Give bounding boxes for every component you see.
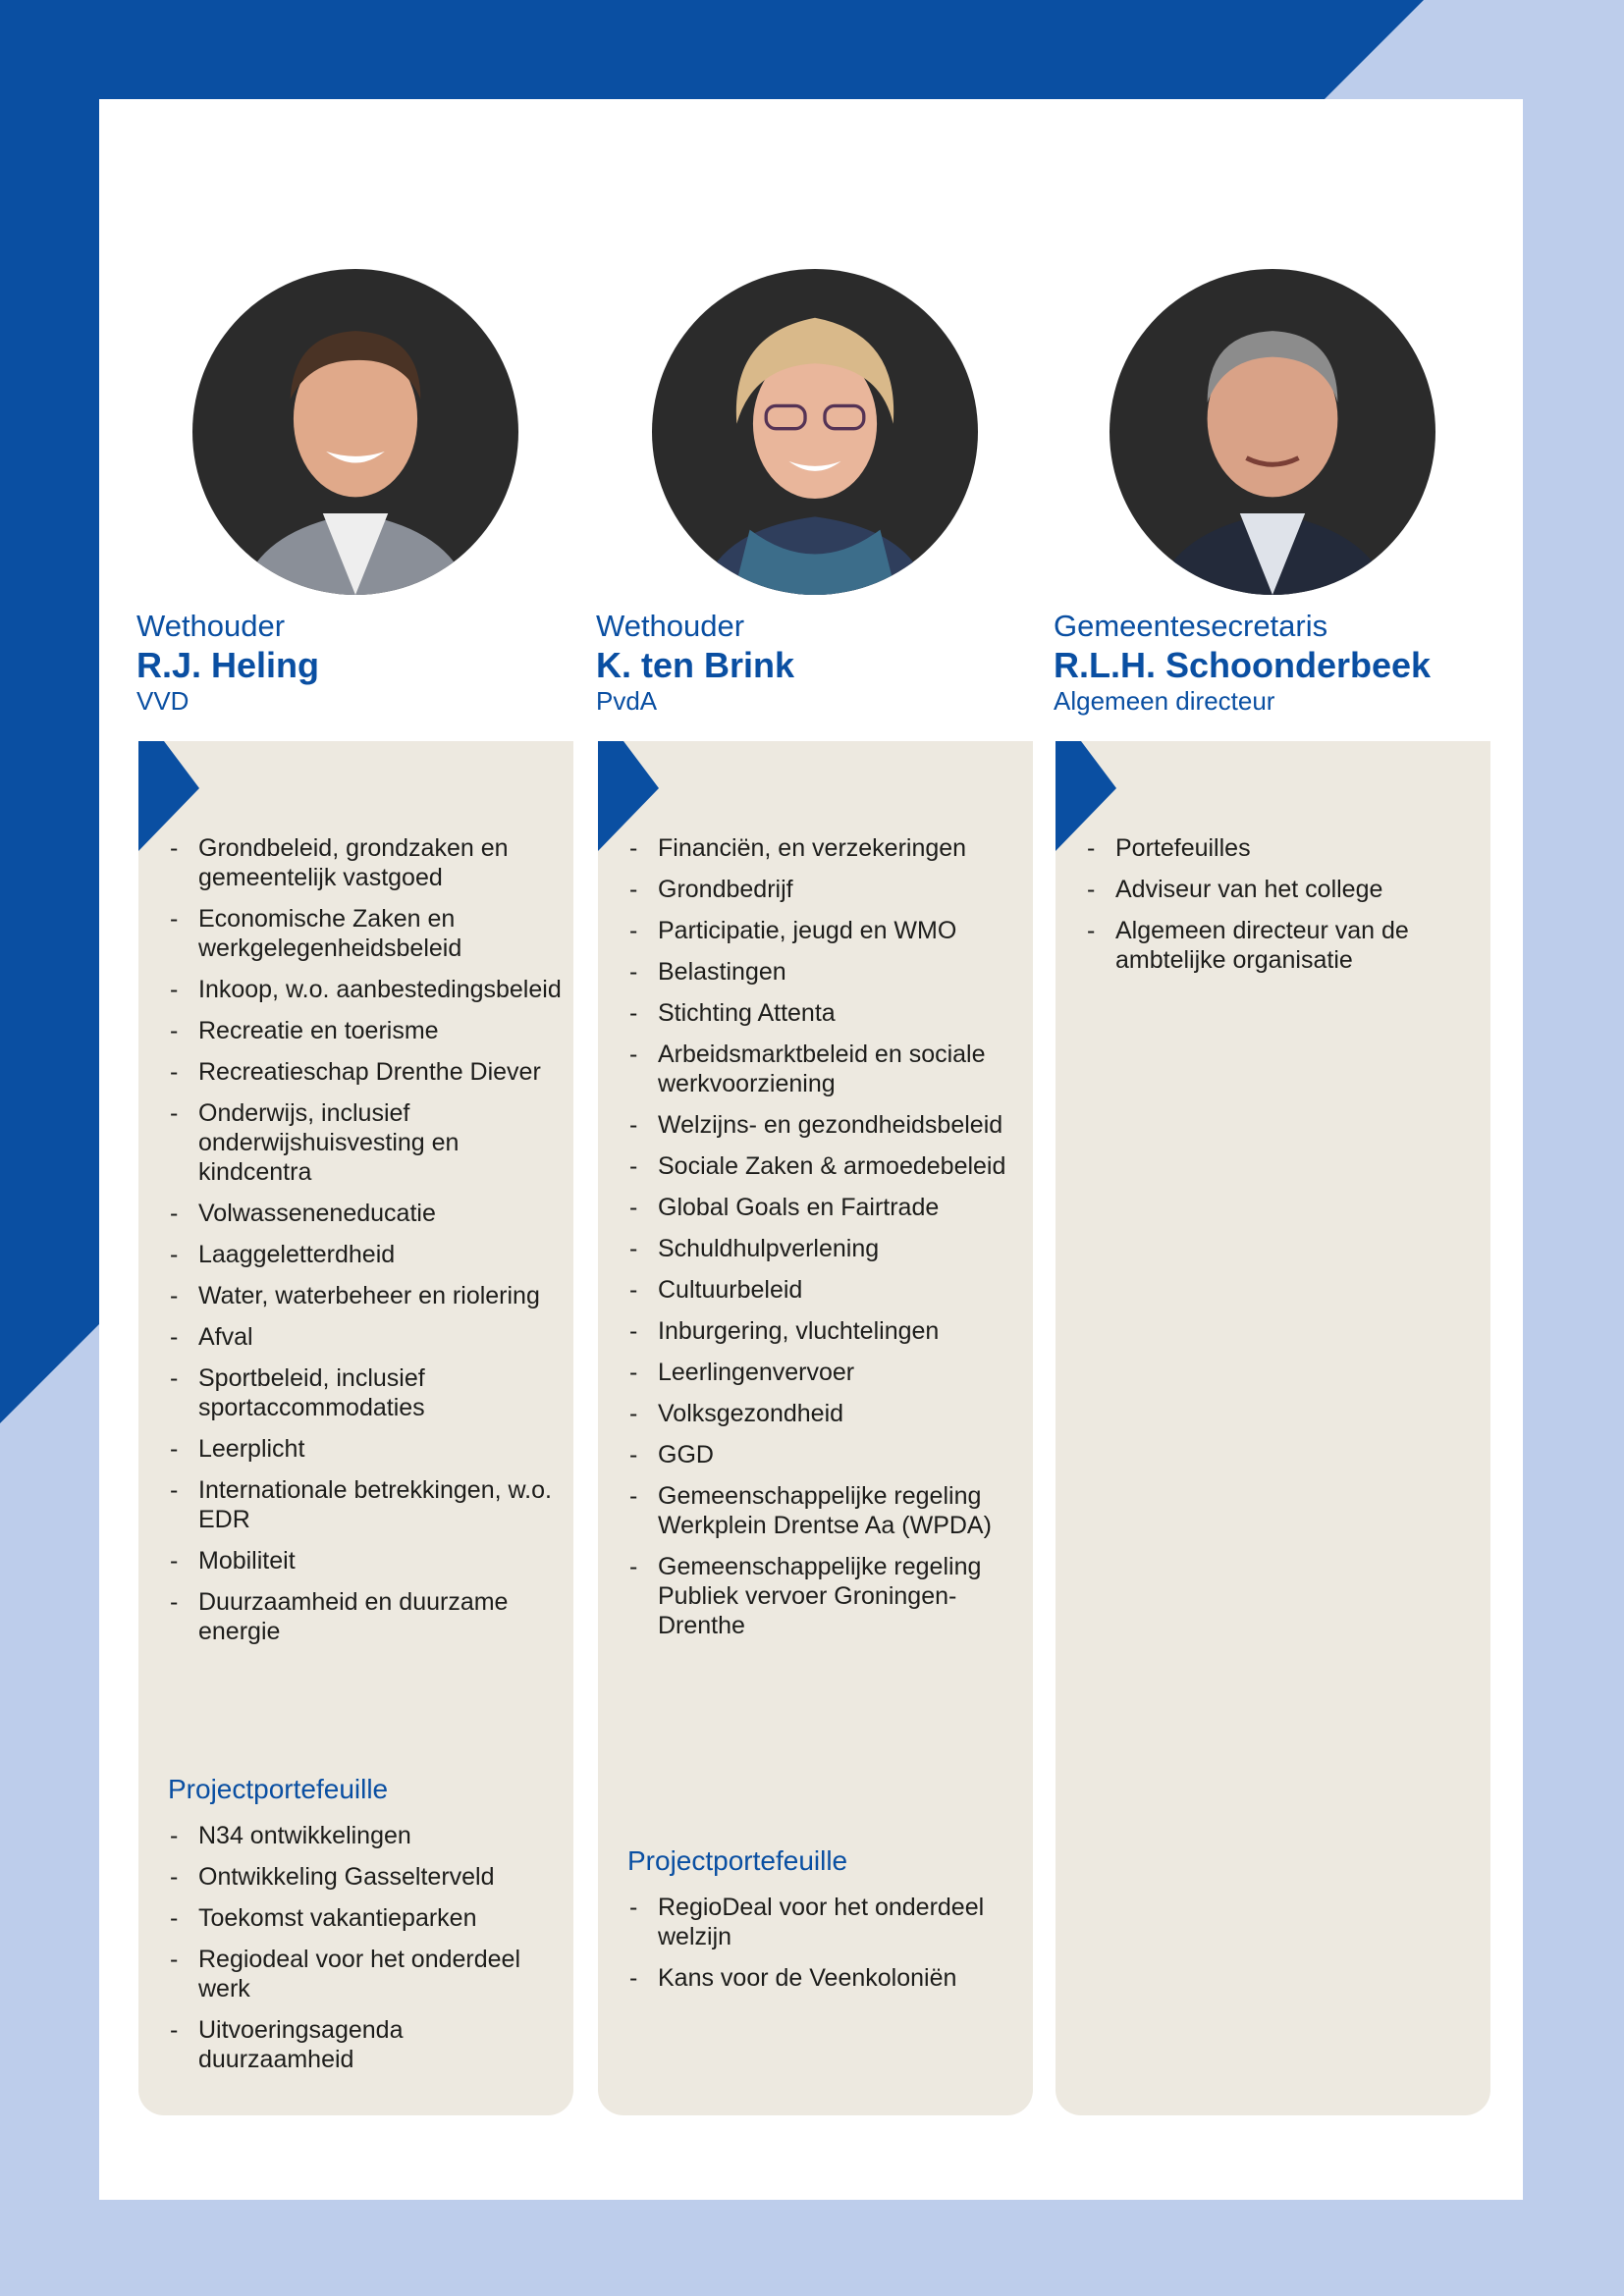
- list-item: - Duurzaamheid en duurzame energie: [170, 1587, 563, 1646]
- list-item: - N34 ontwikkelingen: [170, 1821, 563, 1850]
- list-item: - Welzijns- en gezondheidsbeleid: [629, 1110, 1022, 1140]
- list-item: - Schuldhulpverlening: [629, 1234, 1022, 1263]
- role-label: Wethouder: [596, 609, 745, 643]
- person-name: R.J. Heling: [136, 645, 320, 685]
- list-item: - Recreatieschap Drenthe Diever: [170, 1057, 563, 1087]
- portfolio-card: [138, 741, 573, 2115]
- list-item: - Uitvoeringsagenda duurzaamheid: [170, 2015, 563, 2074]
- list-item: - Financiën, en verzekeringen: [629, 833, 1022, 863]
- list-item: - Global Goals en Fairtrade: [629, 1193, 1022, 1222]
- list-item: - Afval: [170, 1322, 563, 1352]
- list-item: - Gemeenschappelijke regeling Publiek vervoer Groningen- Drenthe: [629, 1552, 1022, 1640]
- portfolio-list: [170, 833, 563, 1658]
- list-item: - Sociale Zaken & armoedebeleid: [629, 1151, 1022, 1181]
- list-item: - Leerplicht: [170, 1434, 563, 1464]
- list-item: - Laaggeletterdheid: [170, 1240, 563, 1269]
- list-item: - Adviseur van het college: [1087, 875, 1480, 904]
- list-item: - Volwasseneneducatie: [170, 1199, 563, 1228]
- list-item: - Stichting Attenta: [629, 998, 1022, 1028]
- list-item: - Arbeidsmarktbeleid en sociale werkvoorziening: [629, 1040, 1022, 1098]
- role-label: Wethouder: [136, 609, 286, 643]
- party-label: VVD: [136, 686, 189, 716]
- list-item: - Ontwikkeling Gasselterveld: [170, 1862, 563, 1892]
- list-item: - Gemeenschappelijke regeling Werkplein Drentse Aa (WPDA): [629, 1481, 1022, 1540]
- project-portfolio-heading: Projectportefeuille: [168, 1774, 389, 1804]
- list-item: - GGD: [629, 1440, 1022, 1469]
- portfolio-card: [1056, 741, 1490, 2115]
- list-item: - Participatie, jeugd en WMO: [629, 916, 1022, 945]
- list-item: - Sportbeleid, inclusief sportaccommodaties: [170, 1363, 563, 1422]
- list-item: - Regiodeal voor het onderdeel werk: [170, 1945, 563, 2003]
- list-item: - Grondbedrijf: [629, 875, 1022, 904]
- list-item: - Inkoop, w.o. aanbestedingsbeleid: [170, 975, 563, 1004]
- portfolio-list: [629, 833, 1022, 1652]
- list-item: - Internationale betrekkingen, w.o. EDR: [170, 1475, 563, 1534]
- list-item: - Portefeuilles: [1087, 833, 1480, 863]
- list-item: - Kans voor de Veenkoloniën: [629, 1963, 1022, 1993]
- list-item: - Inburgering, vluchtelingen: [629, 1316, 1022, 1346]
- list-item: - Algemeen directeur van de ambtelijke organisatie: [1087, 916, 1480, 975]
- list-item: - Economische Zaken en werkgelegenheidsbeleid: [170, 904, 563, 963]
- person-name: K. ten Brink: [596, 645, 795, 685]
- portfolio-list: [1087, 833, 1480, 987]
- portrait-heling: [192, 269, 518, 595]
- list-item: - Onderwijs, inclusief onderwijshuisvesting en kindcentra: [170, 1098, 563, 1187]
- portfolio-card: [598, 741, 1033, 2115]
- project-list: [629, 1893, 1022, 2004]
- list-item: - RegioDeal voor het onderdeel welzijn: [629, 1893, 1022, 1951]
- white-page-panel: [99, 99, 1523, 2200]
- list-item: - Belastingen: [629, 957, 1022, 987]
- list-item: - Volksgezondheid: [629, 1399, 1022, 1428]
- role-label: Gemeentesecretaris: [1054, 609, 1328, 643]
- portrait-schoonderbeek: [1110, 269, 1435, 595]
- list-item: - Grondbeleid, grondzaken en gemeentelijk vastgoed: [170, 833, 563, 892]
- list-item: - Leerlingenvervoer: [629, 1358, 1022, 1387]
- party-label: PvdA: [596, 686, 658, 716]
- project-portfolio-heading: Projectportefeuille: [627, 1845, 848, 1876]
- list-item: - Recreatie en toerisme: [170, 1016, 563, 1045]
- list-item: - Water, waterbeheer en riolering: [170, 1281, 563, 1310]
- person-name: R.L.H. Schoonderbeek: [1054, 645, 1432, 685]
- party-label: Algemeen directeur: [1054, 686, 1275, 716]
- list-item: - Toekomst vakantieparken: [170, 1903, 563, 1933]
- project-list: [170, 1821, 563, 2086]
- list-item: - Mobiliteit: [170, 1546, 563, 1575]
- list-item: - Cultuurbeleid: [629, 1275, 1022, 1305]
- portrait-ten-brink: [652, 269, 978, 595]
